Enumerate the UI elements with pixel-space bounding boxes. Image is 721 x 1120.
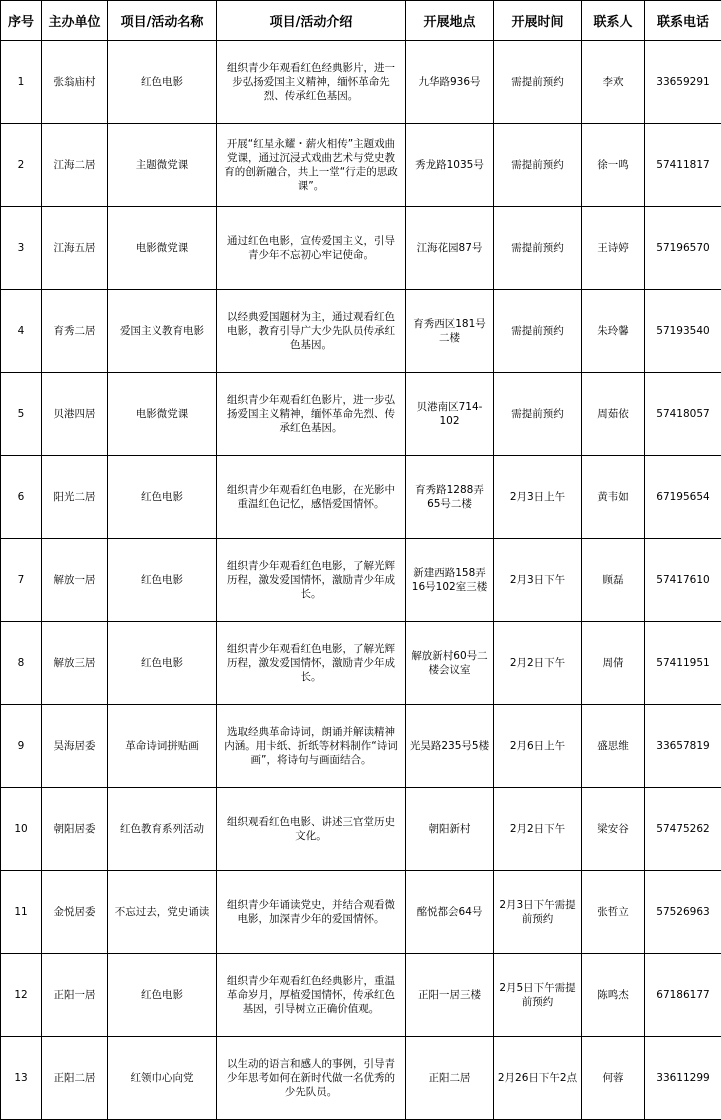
cell-phone: 33611299 xyxy=(645,1037,721,1120)
cell-intro xyxy=(217,1037,406,1120)
cell-contact: 张哲立 xyxy=(582,871,645,954)
cell-no: 10 xyxy=(1,788,42,871)
cell-no: 13 xyxy=(1,1037,42,1120)
cell-name: 红领巾心向党 xyxy=(108,1037,217,1120)
cell-contact: 周茹依 xyxy=(582,373,645,456)
cell-host: 解放三居 xyxy=(42,622,108,705)
cell-phone: 57475262 xyxy=(645,788,721,871)
cell-intro xyxy=(217,871,406,954)
intro-text: 组织观看红色电影、讲述三官堂历史文化。 xyxy=(222,815,400,843)
cell-host: 金悦居委 xyxy=(42,871,108,954)
table-row xyxy=(1,788,721,871)
cell-phone: 57526963 xyxy=(645,871,721,954)
cell-intro xyxy=(217,456,406,539)
cell-place: 育秀路1288弄65号二楼 xyxy=(406,456,494,539)
cell-phone: 67195654 xyxy=(645,456,721,539)
table-row xyxy=(1,539,721,622)
cell-host: 正阳一居 xyxy=(42,954,108,1037)
cell-time: 需提前预约 xyxy=(494,124,582,207)
intro-text: 选取经典革命诗词，朗诵并解读精神内涵。用卡纸、折纸等材料制作“诗词画”，将诗句与画面结合。 xyxy=(222,725,400,767)
cell-host: 正阳二居 xyxy=(42,1037,108,1120)
cell-phone: 67186177 xyxy=(645,954,721,1037)
table-body xyxy=(1,41,721,1120)
cell-time: 需提前预约 xyxy=(494,41,582,124)
intro-text: 开展“红星永耀・薪火相传”主题戏曲党课，通过沉浸式戏曲艺术与党史教育的创新融合，共上一堂“行走的思政课”。 xyxy=(222,137,400,193)
cell-phone: 57417610 xyxy=(645,539,721,622)
cell-contact: 朱玲馨 xyxy=(582,290,645,373)
table-row xyxy=(1,954,721,1037)
cell-time: 2月3日下午 xyxy=(494,539,582,622)
cell-contact: 盛思维 xyxy=(582,705,645,788)
cell-time: 2月5日下午需提前预约 xyxy=(494,954,582,1037)
cell-name: 电影微党课 xyxy=(108,207,217,290)
cell-name: 主题微党课 xyxy=(108,124,217,207)
cell-name: 爱国主义教育电影 xyxy=(108,290,217,373)
cell-time: 2月2日下午 xyxy=(494,788,582,871)
cell-place: 正阳一居三楼 xyxy=(406,954,494,1037)
cell-intro xyxy=(217,41,406,124)
header-phone: 联系电话 xyxy=(645,1,721,41)
cell-name: 红色教育系列活动 xyxy=(108,788,217,871)
cell-time: 需提前预约 xyxy=(494,207,582,290)
table-row xyxy=(1,1037,721,1120)
cell-place: 新建西路158弄16号102室三楼 xyxy=(406,539,494,622)
intro-text: 组织青少年观看红色电影，了解光辉历程，激发爱国情怀，激励青少年成长。 xyxy=(222,559,400,601)
table-row xyxy=(1,622,721,705)
cell-contact: 陈鸣杰 xyxy=(582,954,645,1037)
cell-no: 2 xyxy=(1,124,42,207)
cell-phone: 57418057 xyxy=(645,373,721,456)
cell-place: 解放新村60号二楼会议室 xyxy=(406,622,494,705)
cell-time: 需提前预约 xyxy=(494,290,582,373)
intro-text: 通过红色电影，宣传爱国主义，引导青少年不忘初心牢记使命。 xyxy=(222,234,400,262)
cell-no: 12 xyxy=(1,954,42,1037)
cell-name: 红色电影 xyxy=(108,622,217,705)
table-row xyxy=(1,207,721,290)
cell-contact: 何蓉 xyxy=(582,1037,645,1120)
table-row xyxy=(1,705,721,788)
table-row xyxy=(1,456,721,539)
cell-place: 朝阳新村 xyxy=(406,788,494,871)
cell-place: 正阳二居 xyxy=(406,1037,494,1120)
cell-no: 6 xyxy=(1,456,42,539)
cell-no: 1 xyxy=(1,41,42,124)
cell-place: 酩悦都会64号 xyxy=(406,871,494,954)
cell-host: 张翁庙村 xyxy=(42,41,108,124)
cell-intro xyxy=(217,124,406,207)
cell-no: 5 xyxy=(1,373,42,456)
cell-contact: 黄韦如 xyxy=(582,456,645,539)
cell-place: 江海花园87号 xyxy=(406,207,494,290)
cell-host: 昊海居委 xyxy=(42,705,108,788)
table-row xyxy=(1,373,721,456)
cell-no: 11 xyxy=(1,871,42,954)
cell-no: 3 xyxy=(1,207,42,290)
header-time: 开展时间 xyxy=(494,1,582,41)
header-name: 项目/活动名称 xyxy=(108,1,217,41)
cell-phone: 33657819 xyxy=(645,705,721,788)
cell-no: 9 xyxy=(1,705,42,788)
cell-contact: 李欢 xyxy=(582,41,645,124)
cell-intro xyxy=(217,788,406,871)
cell-contact: 梁安谷 xyxy=(582,788,645,871)
cell-name: 红色电影 xyxy=(108,456,217,539)
cell-host: 解放一居 xyxy=(42,539,108,622)
header-host: 主办单位 xyxy=(42,1,108,41)
cell-name: 红色电影 xyxy=(108,539,217,622)
cell-host: 育秀二居 xyxy=(42,290,108,373)
header-row xyxy=(1,1,721,41)
cell-intro xyxy=(217,373,406,456)
cell-contact: 徐一鸣 xyxy=(582,124,645,207)
cell-host: 江海五居 xyxy=(42,207,108,290)
cell-name: 革命诗词拼贴画 xyxy=(108,705,217,788)
cell-place: 秀龙路1035号 xyxy=(406,124,494,207)
cell-intro xyxy=(217,705,406,788)
cell-phone: 33659291 xyxy=(645,41,721,124)
cell-time: 2月26日下午2点 xyxy=(494,1037,582,1120)
cell-name: 红色电影 xyxy=(108,954,217,1037)
cell-host: 贝港四居 xyxy=(42,373,108,456)
cell-intro xyxy=(217,954,406,1037)
cell-name: 红色电影 xyxy=(108,41,217,124)
cell-phone: 57411951 xyxy=(645,622,721,705)
cell-time: 2月3日下午需提前预约 xyxy=(494,871,582,954)
table-row xyxy=(1,41,721,124)
cell-intro xyxy=(217,622,406,705)
cell-intro xyxy=(217,290,406,373)
intro-text: 组织青少年观看红色影片，进一步弘扬爱国主义精神，缅怀革命先烈、传承红色基因。 xyxy=(222,393,400,435)
cell-name: 不忘过去，党史诵读 xyxy=(108,871,217,954)
intro-text: 组织青少年观看红色经典影片，重温革命岁月，厚植爱国情怀，传承红色基因，引导树立正确价值观。 xyxy=(222,974,400,1016)
intro-text: 以经典爱国题材为主，通过观看红色电影，教育引导广大少先队员传承红色基因。 xyxy=(222,310,400,352)
cell-time: 2月3日上午 xyxy=(494,456,582,539)
cell-time: 2月2日下午 xyxy=(494,622,582,705)
cell-place: 光昊路235号5楼 xyxy=(406,705,494,788)
cell-intro xyxy=(217,207,406,290)
cell-phone: 57193540 xyxy=(645,290,721,373)
table-row xyxy=(1,871,721,954)
cell-no: 8 xyxy=(1,622,42,705)
cell-host: 朝阳居委 xyxy=(42,788,108,871)
header-contact: 联系人 xyxy=(582,1,645,41)
cell-no: 4 xyxy=(1,290,42,373)
header-no: 序号 xyxy=(1,1,42,41)
table-row xyxy=(1,124,721,207)
cell-place: 九华路936号 xyxy=(406,41,494,124)
cell-host: 阳光二居 xyxy=(42,456,108,539)
cell-phone: 57411817 xyxy=(645,124,721,207)
cell-time: 需提前预约 xyxy=(494,373,582,456)
cell-no: 7 xyxy=(1,539,42,622)
cell-place: 育秀西区181号二楼 xyxy=(406,290,494,373)
cell-contact: 周倩 xyxy=(582,622,645,705)
cell-contact: 王诗婷 xyxy=(582,207,645,290)
intro-text: 组织青少年观看红色电影，了解光辉历程，激发爱国情怀，激励青少年成长。 xyxy=(222,642,400,684)
cell-name: 电影微党课 xyxy=(108,373,217,456)
intro-text: 组织青少年观看红色经典影片，进一步弘扬爱国主义精神，缅怀革命先烈、传承红色基因。 xyxy=(222,61,400,103)
cell-phone: 57196570 xyxy=(645,207,721,290)
header-place: 开展地点 xyxy=(406,1,494,41)
cell-place: 贝港南区714-102 xyxy=(406,373,494,456)
intro-text: 组织青少年观看红色电影，在光影中重温红色记忆，感悟爱国情怀。 xyxy=(222,483,400,511)
intro-text: 以生动的语言和感人的事例，引导青少年思考如何在新时代做一名优秀的少先队员。 xyxy=(222,1057,400,1099)
cell-contact: 顾磊 xyxy=(582,539,645,622)
table-row xyxy=(1,290,721,373)
cell-host: 江海二居 xyxy=(42,124,108,207)
header-intro: 项目/活动介绍 xyxy=(217,1,406,41)
cell-intro xyxy=(217,539,406,622)
cell-time: 2月6日上午 xyxy=(494,705,582,788)
intro-text: 组织青少年诵读党史，并结合观看微电影，加深青少年的爱国情怀。 xyxy=(222,898,400,926)
